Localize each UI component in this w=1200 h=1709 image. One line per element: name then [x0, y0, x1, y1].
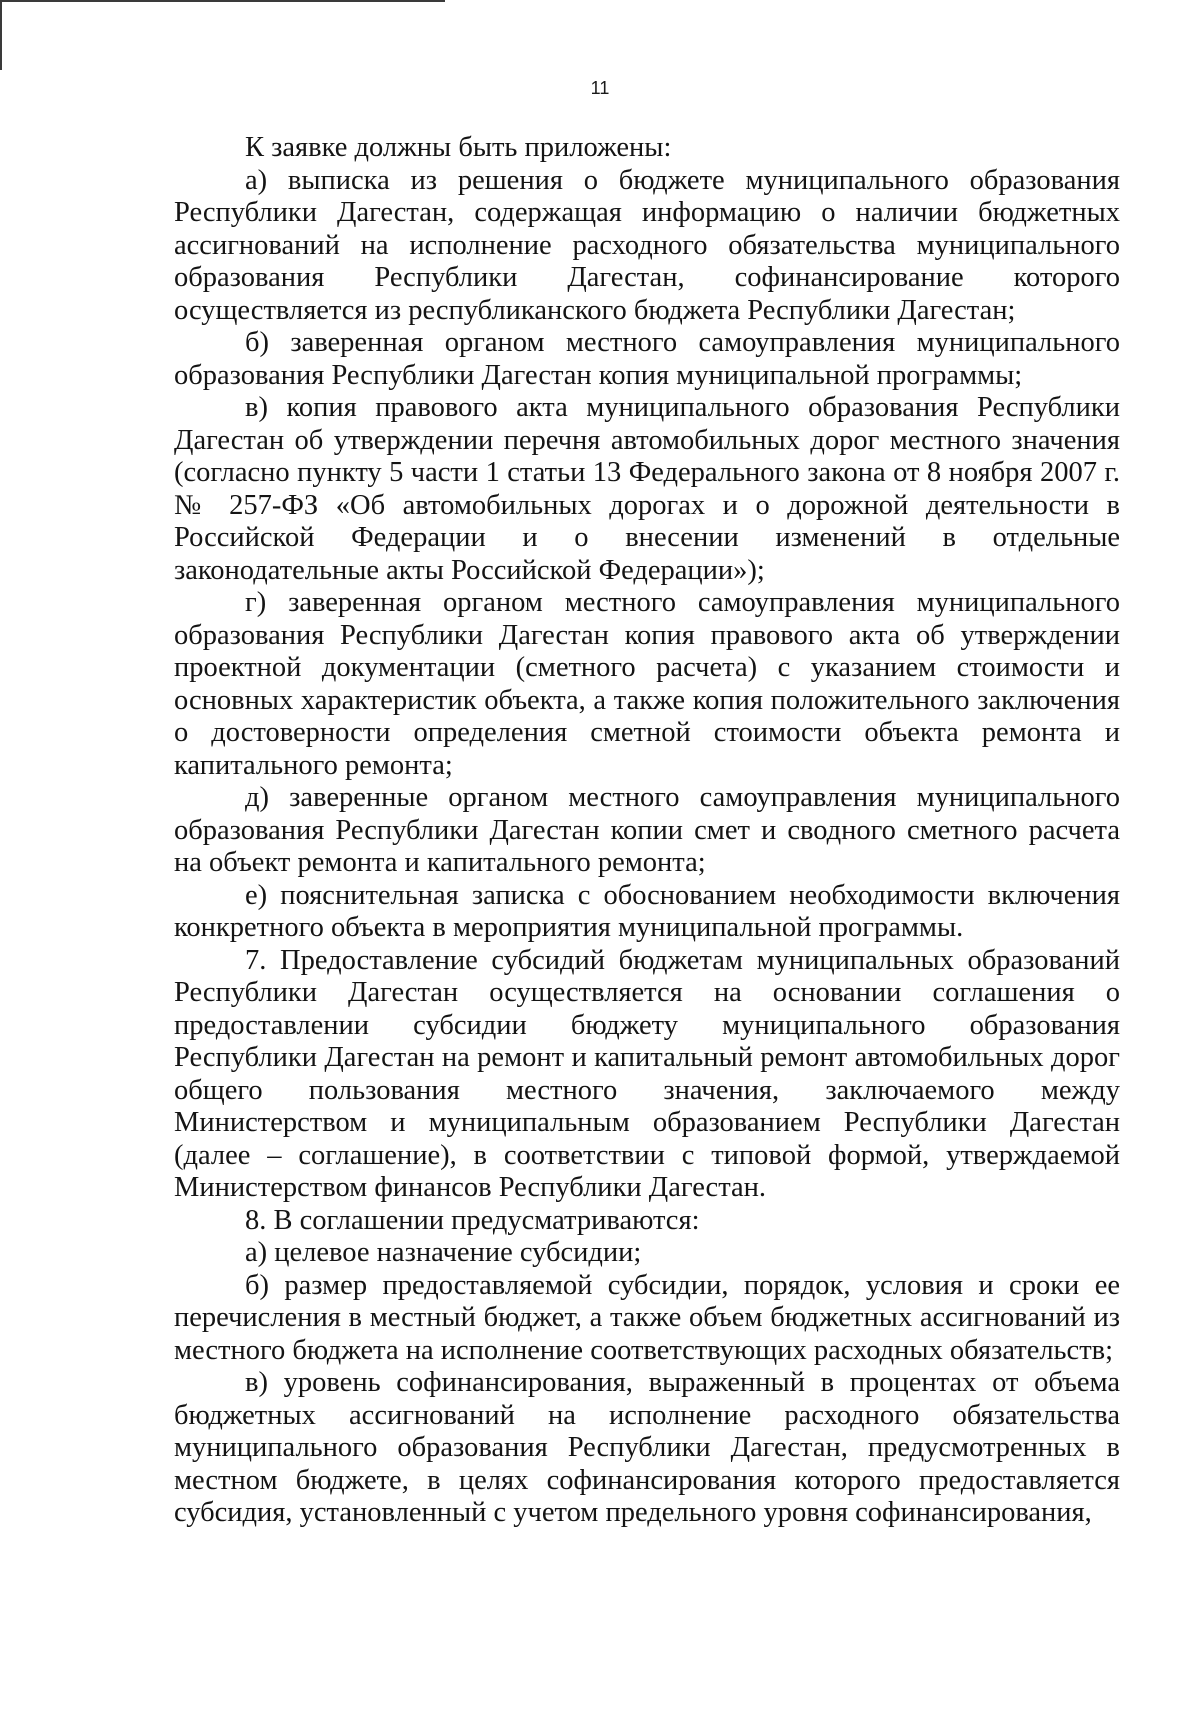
scan-edge-left	[0, 0, 2, 70]
paragraph-item-g-project-docs: г) заверенная органом местного самоуправления муниципального образования Республики Дагестан копия правового акта об утверждении проектной документации (сметного расчета) с указанием стоимости и основных характеристик объекта, а также копия положительного заключения о достоверности определения сметной стоимости объекта ремонта и капитального ремонта;	[174, 587, 1120, 781]
paragraph-item-d-estimates: д) заверенные органом местного самоуправления муниципального образования Республики Дагестан копии смет и сводного сметного расчета на объект ремонта и капитального ремонта;	[174, 782, 1120, 878]
document-body	[174, 132, 1120, 1530]
paragraph-attachments-intro: К заявке должны быть приложены:	[245, 132, 672, 163]
paragraph-item-e-explanatory-note: е) пояснительная записка с обоснованием необходимости включения конкретного объекта в мероприятия муниципальной программы.	[174, 879, 1120, 943]
paragraph-clause-8-item-b: б) размер предоставляемой субсидии, порядок, условия и сроки ее перечисления в местный бюджет, а также объем бюджетных ассигнований из местного бюджета на исполнение соответствующих расходных обязательств;	[174, 1269, 1120, 1366]
paragraph-clause-8: 8. В соглашении предусматриваются:	[245, 1204, 700, 1236]
paragraph-clause-8-item-v: в) уровень софинансирования, выраженный в процентах от объема бюджетных ассигнований на исполнение расходного обязательства муниципального образования Республики Дагестан, предусмотренных в местном бюджете, в целях софинансирования которого предоставляется субсидия, установленный с учетом предельного уровня софинансирования,	[174, 1367, 1120, 1528]
page-number: 11	[590, 78, 610, 98]
paragraph-item-b-program-copy: б) заверенная органом местного самоуправления муниципального образования Республики Дагестан копия муниципальной программы;	[174, 327, 1120, 391]
paragraph-item-v-roads-list-act: в) копия правового акта муниципального образования Республики Дагестан об утверждении перечня автомобильных дорог местного значения (согласно пункту 5 части 1 статьи 13 Федерального закона от 8 ноября 2007 г. № 257-ФЗ «Об автомобильных дорогах и о дорожной деятельности в Российской Федерации и о внесении изменений в отдельные законодательные акты Российской Федерации»);	[174, 392, 1120, 586]
paragraph-clause-8-item-a: а) целевое назначение субсидии;	[245, 1237, 642, 1268]
paragraph-clause-7: 7. Предоставление субсидий бюджетам муниципальных образований Республики Дагестан осуществляется на основании соглашения о предоставлении субсидии бюджету муниципального образования Республики Дагестан на ремонт и капитальный ремонт автомобильных дорог общего пользования местного значения, заключаемого между Министерством и муниципальным образованием Республики Дагестан (далее – соглашение), в соответствии с типовой формой, утверждаемой Министерством финансов Республики Дагестан.	[174, 944, 1120, 1203]
paragraph-item-a-budget-extract: а) выписка из решения о бюджете муниципального образования Республики Дагестан, содержащая информацию о наличии бюджетных ассигнований на исполнение расходного обязательства муниципального образования Республики Дагестан, софинансирование которого осуществляется из республиканского бюджета Республики Дагестан;	[174, 164, 1120, 326]
scan-edge-top	[0, 0, 445, 2]
